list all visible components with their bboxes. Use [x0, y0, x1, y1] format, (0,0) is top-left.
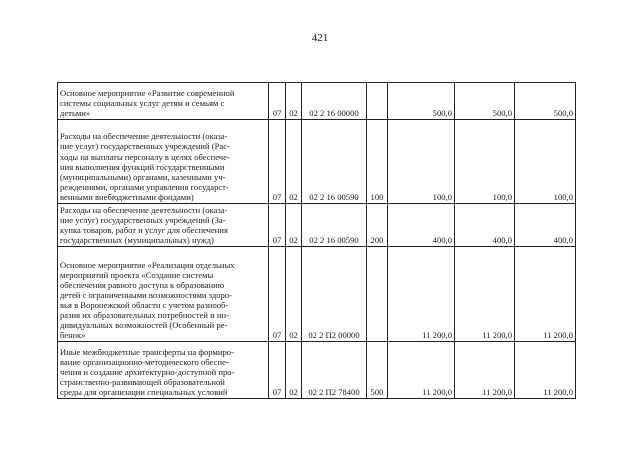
- item-name-line: среды для организации специальных условий: [60, 387, 228, 398]
- item-name-line: купка товаров, работ и услуг для обеспечения: [60, 225, 228, 236]
- amount-year-2-cell: 100,0: [455, 120, 515, 204]
- table-row: [58, 204, 576, 247]
- item-name-line: Расходы на обеспечение деятельности (оказа-: [60, 131, 228, 142]
- section-code-cell: 07: [269, 120, 286, 204]
- section-code-cell: 07: [269, 342, 286, 399]
- target-article-cell: 02 2 16 00590: [302, 204, 367, 247]
- amount-year-3-cell: 11 200,0: [515, 247, 576, 342]
- table-row: [58, 342, 576, 399]
- item-name-line: детьми»: [60, 107, 91, 118]
- amount-year-1-cell: 500,0: [388, 83, 455, 120]
- item-name-line: Расходы на обеспечение деятельности (оказа-: [60, 205, 228, 215]
- item-name-line: Иные межбюджетные трансферты на формиро-: [60, 346, 234, 357]
- amount-year-2-cell: 400,0: [455, 204, 515, 247]
- item-name-line: мероприятий проекта «Создание системы: [60, 269, 214, 280]
- amount-year-1-cell: 11 200,0: [388, 342, 455, 399]
- amount-year-1-cell: 100,0: [388, 120, 455, 204]
- target-article-cell: 02 2 16 00000: [302, 83, 367, 120]
- amount-year-1-cell: 400,0: [388, 204, 455, 247]
- subsection-code-cell: 02: [286, 247, 302, 342]
- item-name-cell: [58, 342, 269, 399]
- table-row: [58, 83, 576, 120]
- expense-type-cell: 500: [367, 342, 388, 399]
- section-code-cell: 07: [269, 83, 286, 120]
- amount-year-1-cell: 11 200,0: [388, 247, 455, 342]
- target-article-cell: 02 2 П2 78400: [302, 342, 367, 399]
- item-name-line: ние услуг) государственных учреждений (Рас-: [60, 141, 230, 152]
- item-name-cell: [58, 247, 269, 342]
- amount-year-3-cell: 11 200,0: [515, 342, 576, 399]
- subsection-code-cell: 02: [286, 120, 302, 204]
- item-name-line: реждениями, органами управления государст-: [60, 181, 229, 192]
- subsection-code-cell: 02: [286, 342, 302, 399]
- item-name-line: ние услуг) государственных учреждений (За-: [60, 215, 226, 226]
- item-name-line: странственно-развивающей образовательной: [60, 377, 225, 388]
- page-number: 421: [311, 32, 329, 44]
- item-name-line: вание организационно-методического обеспе-: [60, 357, 229, 367]
- table-row: [58, 247, 576, 342]
- target-article-cell: 02 2 16 00590: [302, 120, 367, 204]
- item-name-line: ния выполнения функций государственными: [60, 161, 225, 172]
- item-name-line: разия их образовательных потребностей и ин-: [60, 310, 229, 321]
- expense-type-cell: 200: [367, 204, 388, 247]
- item-name-line: чения и создание архитектурно-доступной про-: [60, 367, 235, 378]
- amount-year-3-cell: 400,0: [515, 204, 576, 247]
- subsection-code-cell: 02: [286, 204, 302, 247]
- section-code-cell: 07: [269, 204, 286, 247]
- expense-type-cell: 100: [367, 120, 388, 204]
- amount-year-2-cell: 11 200,0: [455, 247, 515, 342]
- item-name-line: обеспечения равного доступа к образованию: [60, 279, 225, 290]
- item-name-line: системы социальных услуг детям и семьям с: [60, 97, 225, 108]
- item-name-line: детей с ограниченными возможностями здоро-: [60, 289, 232, 300]
- item-name-line: бенок»: [60, 330, 86, 341]
- item-name-line: (муниципальными) органами, казенными уч-: [60, 171, 226, 182]
- expense-type-cell: [367, 247, 388, 342]
- item-name-cell: [58, 120, 269, 204]
- item-name-line: ходы на выплаты персоналу в целях обеспече-: [60, 151, 230, 162]
- item-name-line: дивидуальных возможностей (Особенный ре-: [60, 320, 228, 331]
- expense-type-cell: [367, 83, 388, 120]
- amount-year-3-cell: 500,0: [515, 83, 576, 120]
- table-row: [58, 120, 576, 204]
- section-code-cell: 07: [269, 247, 286, 342]
- item-name-line: государственных (муниципальных) нужд): [60, 235, 214, 246]
- target-article-cell: 02 2 П2 00000: [302, 247, 367, 342]
- item-name-line: вья в Воронежской области с учетом разнооб-: [60, 300, 229, 310]
- item-name-line: Основное мероприятие «Развитие современной: [60, 87, 235, 98]
- item-name-cell: [58, 83, 269, 120]
- budget-table: [57, 82, 576, 399]
- item-name-line: Основное мероприятие «Реализация отдельных: [60, 259, 235, 270]
- item-name-cell: [58, 204, 269, 247]
- item-name-line: венными внебюджетными фондами): [60, 191, 194, 202]
- amount-year-3-cell: 100,0: [515, 120, 576, 204]
- amount-year-2-cell: 500,0: [455, 83, 515, 120]
- subsection-code-cell: 02: [286, 83, 302, 120]
- amount-year-2-cell: 11 200,0: [455, 342, 515, 399]
